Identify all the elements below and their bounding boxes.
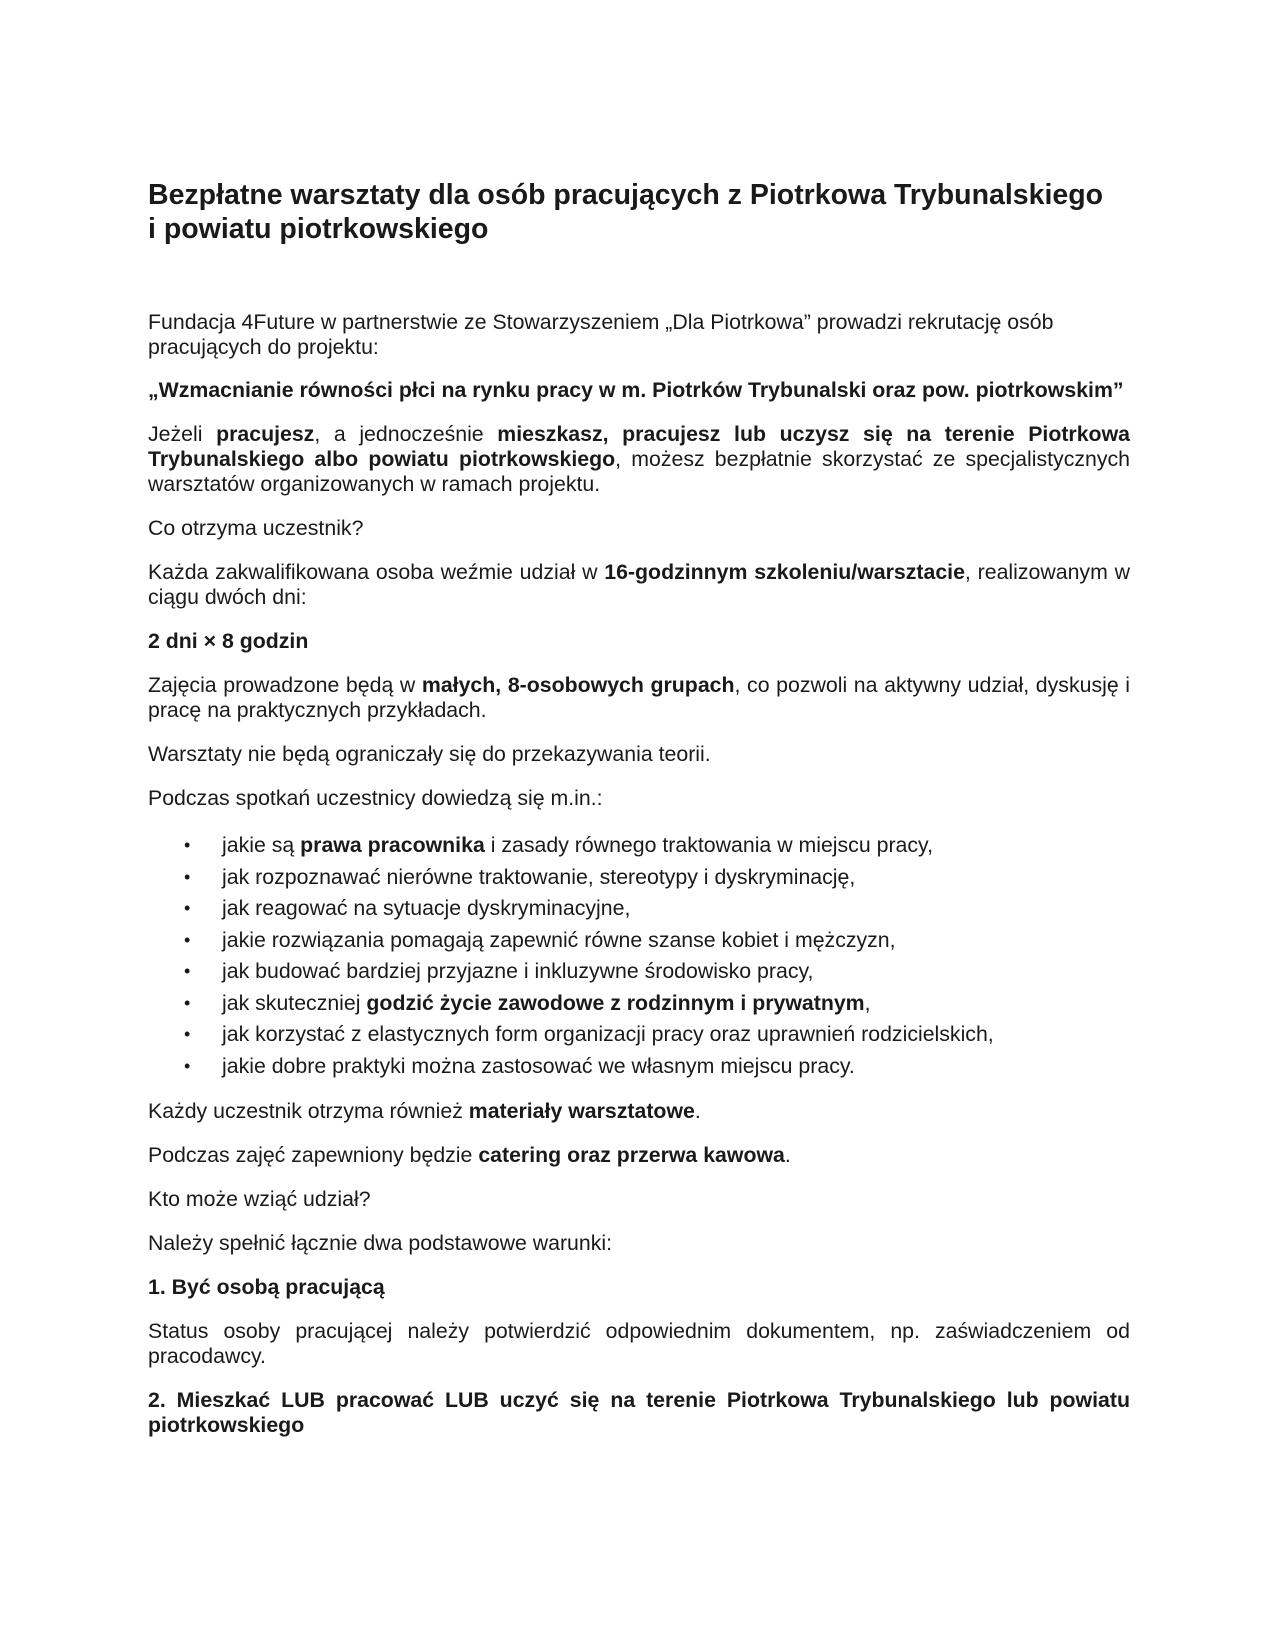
catering-paragraph: Podczas zajęć zapewniony będzie catering oraz przerwa kawowa. [148, 1143, 791, 1167]
list-item: • jakie są prawa pracownika i zasady równego traktowania w miejscu pracy, [148, 830, 1130, 862]
not-only-theory: Warsztaty nie będą ograniczały się do przekazywania teorii. [148, 742, 711, 766]
bullet-icon: • [184, 929, 191, 950]
bullet-icon: • [184, 1055, 191, 1076]
condition-2-title: 2. Mieszkać LUB pracować LUB uczyć się na terenie Piotrkowa Trybunalskiego lub powiatu piotrkowskiego [148, 1388, 1130, 1437]
eligibility-paragraph: Jeżeli pracujesz, a jednocześnie mieszkasz, pracujesz lub uczysz się na terenie Piotrkowa Trybunalskiego albo powiatu piotrkowskiego, możesz bezpłatnie skorzystać ze specjalistycznych warsztatów organizowanych w ramach projektu. [148, 422, 1130, 496]
condition-1-text: Status osoby pracującej należy potwierdzić odpowiednim dokumentem, np. zaświadczeniem od pracodawcy. [148, 1319, 1130, 1368]
document-title [148, 178, 1130, 246]
schedule: 2 dni × 8 godzin [148, 629, 309, 653]
training-bold: 16-godzinnym szkoleniu/warsztacie [604, 560, 965, 584]
document-page [148, 178, 1130, 1457]
bullet-icon: • [184, 1024, 191, 1044]
list-item: • jak rozpoznawać nierówne traktowanie, stereotypy i dyskryminację, [148, 862, 1130, 894]
list-item: • jak budować bardziej przyjazne i inkluzywne środowisko pracy, [148, 956, 1130, 988]
eligibility-bold-location: mieszkasz, pracujesz lub uczysz się na terenie Piotrkowa Trybunalskiego albo powiatu piotrkowskiego [148, 422, 1130, 471]
groups-paragraph: Zajęcia prowadzone będą w małych, 8-osobowych grupach, co pozwoli na aktywny udział, dyskusję i pracę na praktycznych przykładach. [148, 673, 1131, 722]
list-item: • jak skuteczniej godzić życie zawodowe z rodzinnym i prywatnym, [148, 988, 1130, 1020]
who-can-join-heading: Kto może wziąć udział? [148, 1187, 371, 1211]
catering-bold: catering oraz przerwa kawowa [478, 1143, 785, 1167]
eligibility-bold-working: pracujesz [216, 422, 315, 446]
during-meetings: Podczas spotkań uczestnicy dowiedzą się m.in.: [148, 786, 603, 810]
topics-list [148, 830, 1130, 1082]
what-participant-gets-heading: Co otrzyma uczestnik? [148, 516, 364, 540]
groups-bold: małych, 8-osobowych grupach [421, 673, 735, 697]
list-item: • jakie rozwiązania pomagają zapewnić równe szanse kobiet i mężczyzn, [148, 925, 1130, 957]
title-line-2: i powiatu piotrkowskiego [148, 213, 489, 245]
list-item: • jak korzystać z elastycznych form organizacji pracy oraz uprawnień rodzicielskich, [148, 1019, 1130, 1051]
bullet-icon: • [184, 961, 191, 981]
bullet-icon: • [184, 898, 191, 918]
two-conditions: Należy spełnić łącznie dwa podstawowe warunki: [148, 1231, 613, 1255]
list-item: • jakie dobre praktyki można zastosować we własnym miejscu pracy. [148, 1051, 1130, 1083]
list-item: • jak reagować na sytuacje dyskryminacyjne, [148, 893, 1130, 925]
bullet-icon: • [184, 835, 191, 855]
condition-1-title: 1. Być osobą pracującą [148, 1275, 385, 1299]
title-line-1: Bezpłatne warsztaty dla osób pracujących z Piotrkowa Trybunalskiego [148, 179, 1104, 211]
materials-paragraph: Każdy uczestnik otrzyma również materiały warsztatowe. [148, 1099, 701, 1123]
training-paragraph: Każda zakwalifikowana osoba weźmie udział w 16-godzinnym szkoleniu/warsztacie, realizowanym w ciągu dwóch dni: [148, 560, 1130, 609]
bullet-icon: • [184, 866, 191, 887]
intro-paragraph: Fundacja 4Future w partnerstwie ze Stowarzyszeniem „Dla Piotrkowa” prowadzi rekrutację osób pracujących do projektu: [148, 310, 1054, 359]
bullet-icon: • [184, 992, 191, 1013]
materials-bold: materiały warsztatowe [468, 1099, 695, 1123]
project-name: „Wzmacnianie równości płci na rynku pracy w m. Piotrków Trybunalski oraz pow. piotrkowskim” [148, 378, 1124, 402]
